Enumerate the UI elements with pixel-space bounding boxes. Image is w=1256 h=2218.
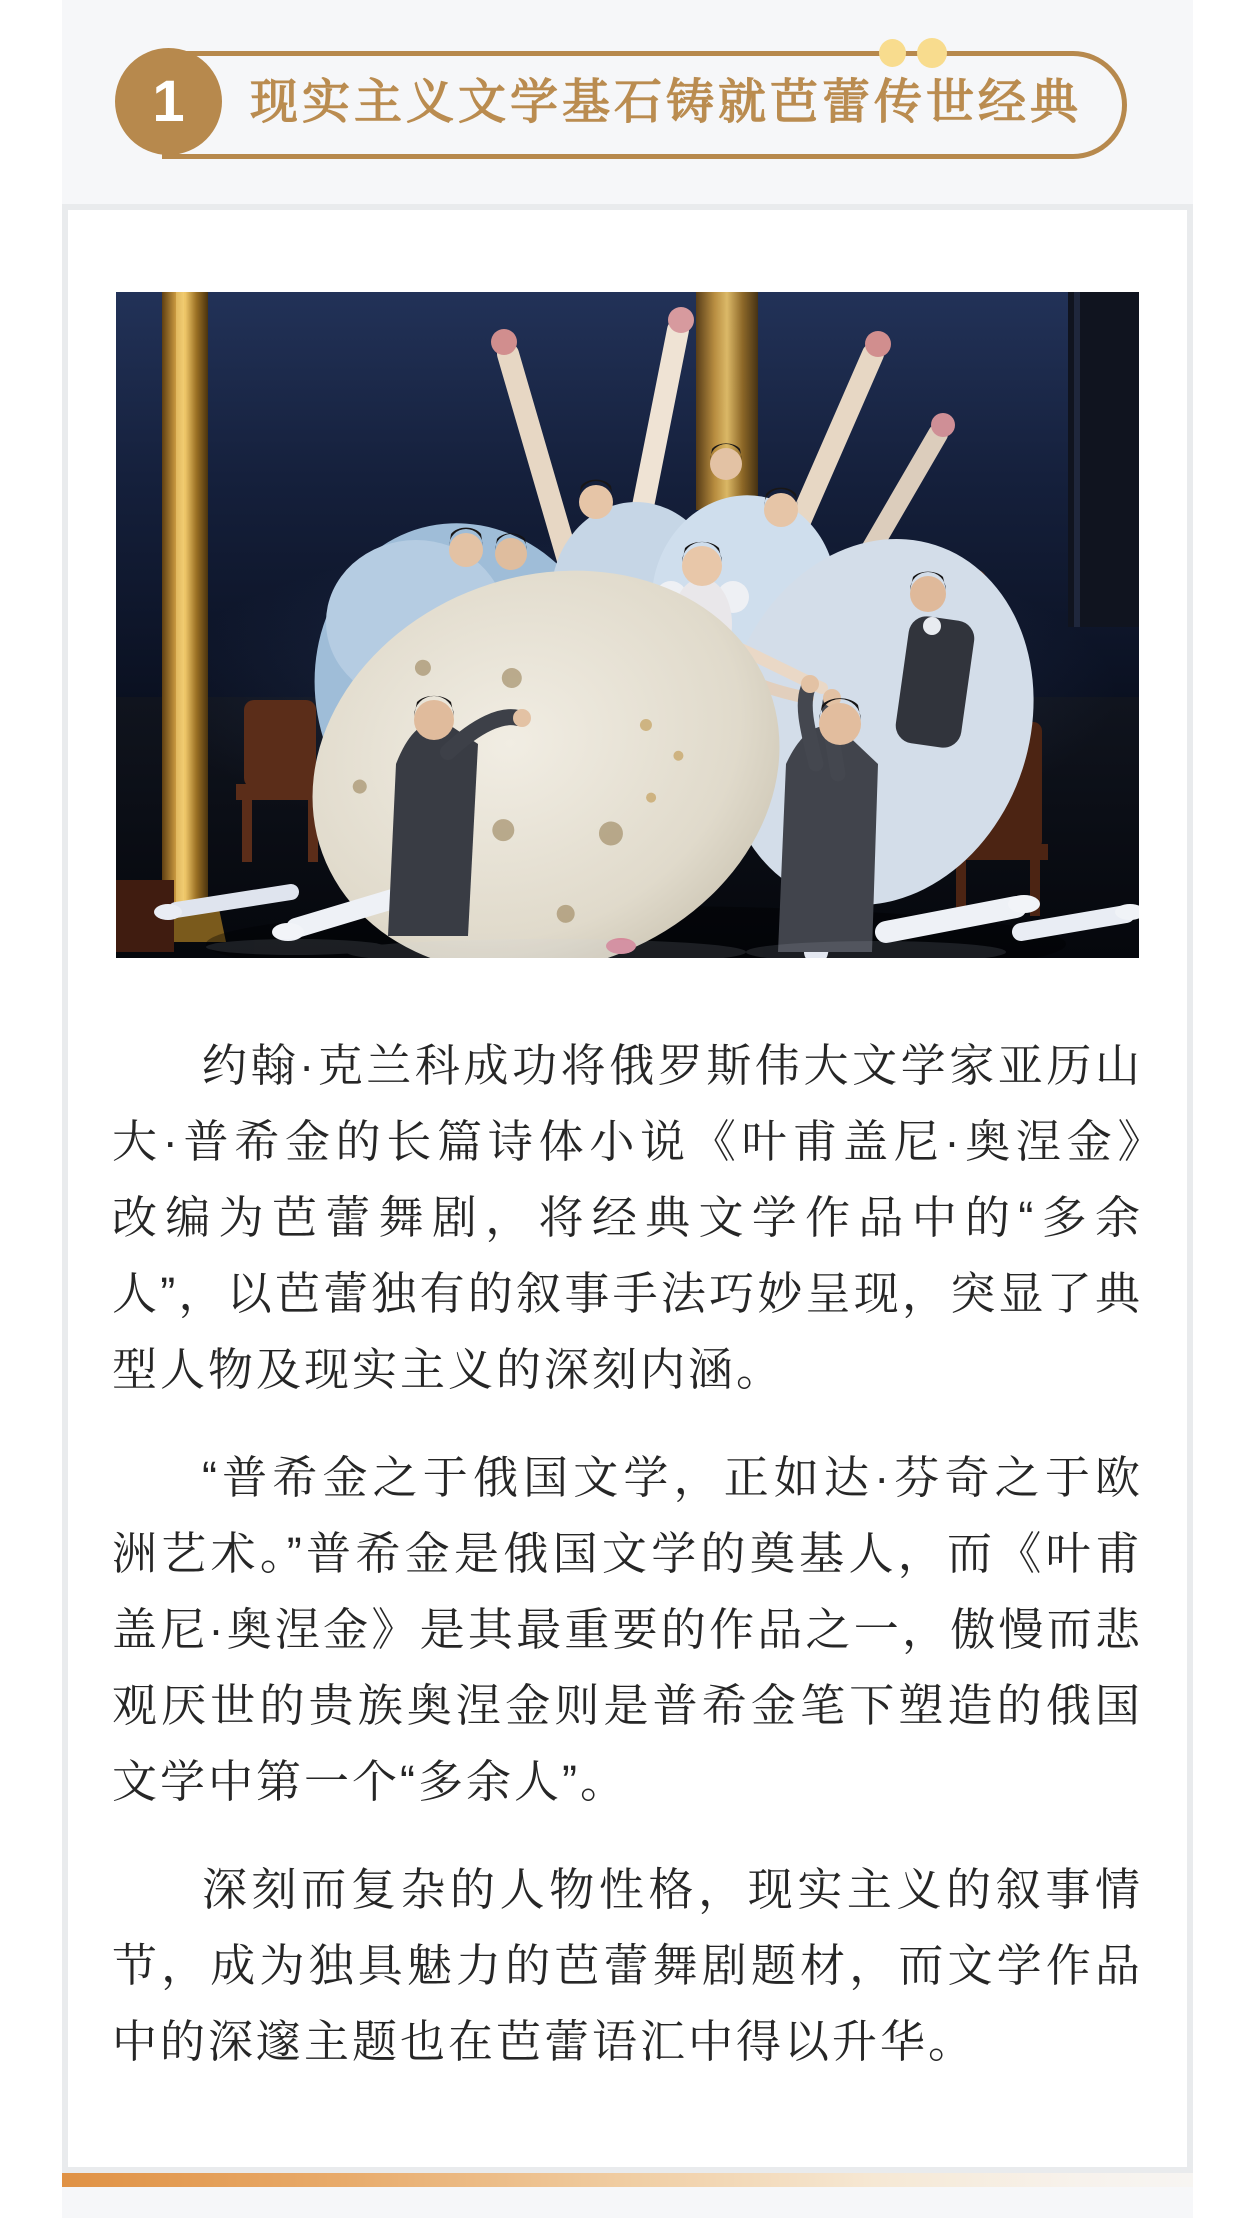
section-number-badge (115, 48, 222, 155)
decor-dot-icon (879, 39, 906, 67)
article-card (68, 210, 1192, 2167)
paragraph-2: “普希金之于俄国文学，正如达·芬奇之于欧洲艺术。”普希金是俄国文学的奠基人，而《叶甫盖尼·奥涅金》是其最重要的作品之一，傲慢而悲观厌世的贵族奥涅金则是普希金笔下塑造的俄国文学中第一个“多余人”。 (112, 1452, 1143, 1807)
section-number: 1 (152, 68, 185, 134)
article-card-frame (62, 204, 1193, 2173)
section-title: 现实主义文学基石铸就芭蕾传世经典 (250, 76, 1083, 129)
article-body (68, 1028, 1192, 2080)
paragraph-3: 深刻而复杂的人物性格，现实主义的叙事情节，成为独具魅力的芭蕾舞剧题材，而文学作品中的深邃主题也在芭蕾语汇中得以升华。 (112, 1864, 1143, 2067)
decor-dot-icon (917, 38, 947, 68)
ballet-stage-photo-graphic (116, 292, 1139, 958)
dark-pillar-right (1068, 292, 1139, 627)
content-band (62, 0, 1193, 2218)
gold-divider-bar (62, 2173, 1193, 2187)
paragraph-1: 约翰·克兰科成功将俄罗斯伟大文学家亚历山大·普希金的长篇诗体小说《叶甫盖尼·奥涅金》 改编为芭蕾舞剧，将经典文学作品中的“多余人”，以芭蕾独有的叙事手法巧妙呈现，突显了典型人物及现实主义的深刻内涵。 (112, 1040, 1192, 1395)
ballet-stage-photo (116, 292, 1139, 958)
